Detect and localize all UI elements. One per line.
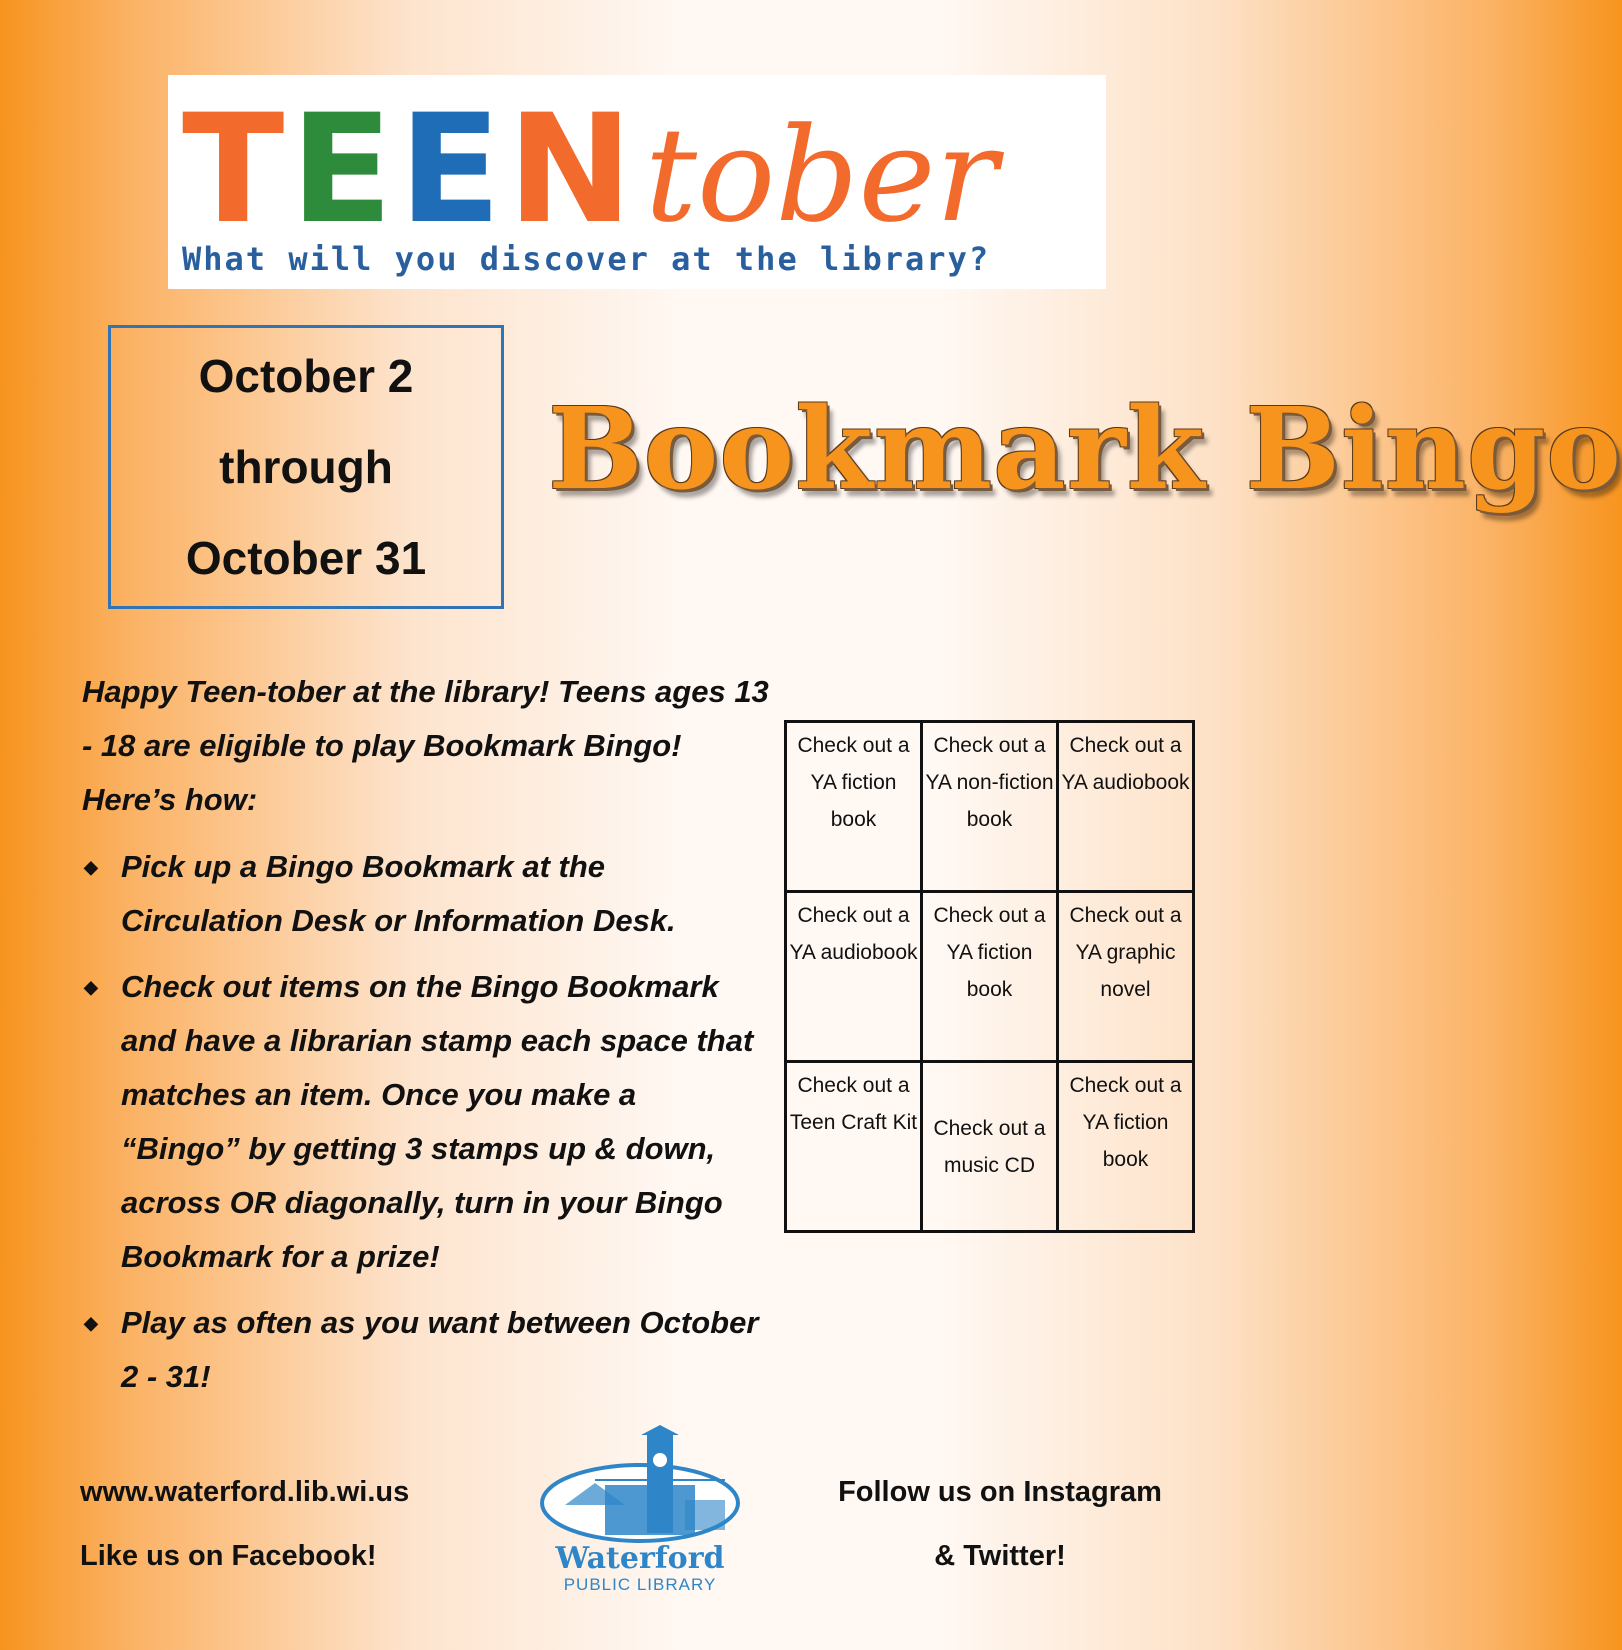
instruction-text: Pick up a Bingo Bookmark at the Circulation Desk or Information Desk. [121, 849, 676, 938]
bingo-cell: Check out a YA audiobook [1058, 722, 1194, 892]
bingo-row [786, 1062, 1194, 1232]
date-end: October 31 [185, 531, 427, 584]
banner-tagline: What will you discover at the library? [182, 240, 991, 278]
instruction-text: Check out items on the Bingo Bookmark and have a librarian stamp each space that matches an item. Once you make a “Bingo” by getting 3 stamps up & down, across OR diagonally, turn in your Bingo Bookmark for a prize! [121, 969, 754, 1274]
bingo-cell: Check out a YA graphic novel [1058, 892, 1194, 1062]
date-range-box [108, 325, 504, 609]
bingo-cell: Check out a Teen Craft Kit [786, 1062, 922, 1232]
logo-letter-e2: E [398, 83, 502, 257]
teentober-logo [182, 83, 1004, 257]
bullet-diamond-icon: ◆ [84, 857, 98, 877]
logo-letter-t: T [182, 83, 285, 257]
footer-right [800, 1460, 1200, 1588]
bullet-diamond-icon: ◆ [84, 1313, 98, 1333]
twitter-text: & Twitter! [934, 1540, 1066, 1572]
bingo-row [786, 722, 1194, 892]
bingo-cell: Check out a YA non-fiction book [922, 722, 1058, 892]
bullet-diamond-icon: ◆ [84, 977, 98, 997]
bingo-cell: Check out a YA fiction book [922, 892, 1058, 1062]
website-link[interactable]: www.waterford.lib.wi.us [80, 1476, 410, 1508]
bingo-cell: Check out a YA audiobook [786, 892, 922, 1062]
bingo-cell: Check out a YA fiction book [786, 722, 922, 892]
bingo-cell: Check out a YA fiction book [1058, 1062, 1194, 1232]
date-start: October 2 [198, 349, 414, 402]
logo-letter-n: N [507, 83, 633, 257]
bingo-grid [784, 720, 1195, 1233]
page-title: Bookmark Bingo [548, 384, 1622, 515]
intro-text: Happy Teen-tober at the library! Teens ages 13 - 18 are eligible to play Bookmark Bingo! Here’s how: [82, 674, 769, 817]
instagram-text: Follow us on Instagram [838, 1476, 1162, 1508]
teentober-banner [168, 75, 1106, 289]
date-through: through [219, 440, 393, 493]
bingo-cell: Check out a music CD [922, 1062, 1058, 1232]
facebook-text: Like us on Facebook! [80, 1540, 377, 1572]
logo-letter-e1: E [290, 83, 393, 257]
library-logo [530, 1425, 750, 1605]
bingo-row [786, 892, 1194, 1062]
instruction-item [82, 960, 762, 1284]
instruction-item [82, 840, 762, 948]
instruction-text: Play as often as you want between October 2 - 31! [121, 1305, 759, 1394]
library-logo-subtitle: PUBLIC LIBRARY [563, 1575, 717, 1594]
library-logo-name: Waterford [555, 1541, 725, 1576]
instruction-item [82, 1296, 762, 1404]
logo-script: tober [644, 99, 998, 251]
instructions-list [82, 840, 762, 1416]
footer-left [80, 1460, 409, 1588]
library-building-icon [535, 1425, 745, 1545]
